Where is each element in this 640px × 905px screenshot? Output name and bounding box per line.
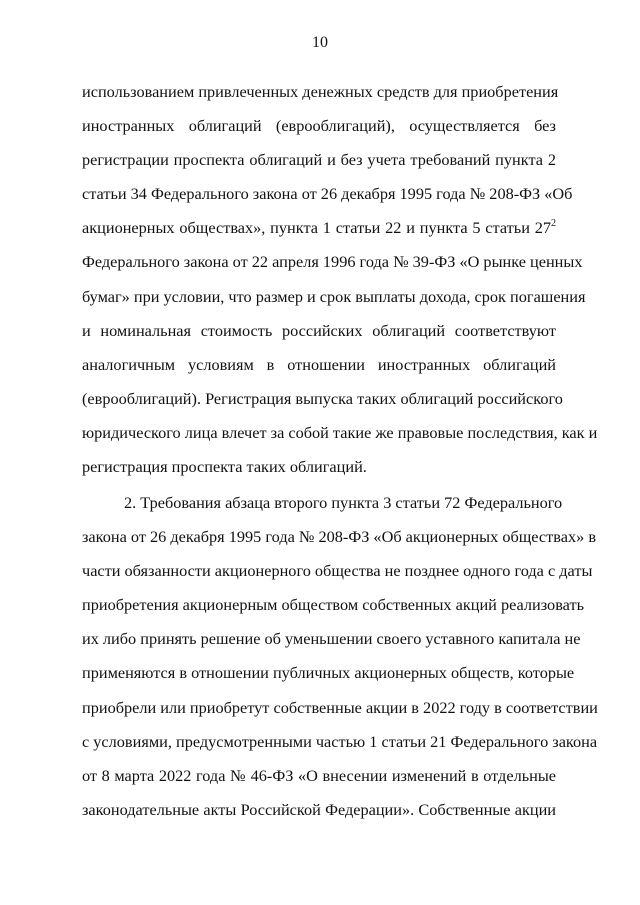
text-line: аналогичным условиям в отношении иностранных облигаций bbox=[82, 354, 556, 374]
text-line: с условиями, предусмотренными частью 1 статьи 21 Федерального закона bbox=[82, 731, 598, 751]
text-line: Федерального закона от 22 апреля 1996 года № 39-ФЗ «О рынке ценных bbox=[82, 252, 583, 272]
text-line: использованием привлеченных денежных средств для приобретения bbox=[82, 82, 559, 101]
text-line: статьи 34 Федерального закона от 26 декабря 1995 года № 208-ФЗ «Об bbox=[82, 184, 573, 204]
text-line-with-superscript bbox=[82, 211, 556, 245]
page-number: 10 bbox=[312, 34, 328, 51]
text-line: регистрации проспекта облигаций и без учета требований пункта 2 bbox=[82, 150, 556, 170]
text-line: законодательные акты Российской Федерации». Собственные акции bbox=[82, 799, 556, 819]
text-line: применяются в отношении публичных акционерных обществ, которые bbox=[82, 663, 575, 683]
text-line: (еврооблигаций). Регистрация выпуска таких облигаций российского bbox=[82, 388, 563, 408]
text-line: и номинальная стоимость российских облигаций соответствуют bbox=[82, 320, 556, 340]
text-line-content: акционерных обществах», пункта 1 статьи 22 и пункта 5 статьи 27 bbox=[82, 218, 551, 238]
superscript: 2 bbox=[551, 218, 556, 230]
text-line: 2. Требования абзаца второго пункта 3 статьи 72 Федерального bbox=[124, 493, 563, 512]
text-line: части обязанности акционерного общества не позднее одного года с даты bbox=[82, 561, 593, 581]
paragraph-1 bbox=[82, 75, 598, 484]
text-line: их либо принять решение об уменьшении своего уставного капитала не bbox=[82, 629, 581, 649]
text-line: регистрация проспекта таких облигаций. bbox=[82, 457, 367, 477]
text-line: закона от 26 декабря 1995 года № 208-ФЗ «Об акционерных обществах» в bbox=[82, 527, 597, 547]
text-line: от 8 марта 2022 года № 46-ФЗ «О внесении изменений в отдельные bbox=[82, 765, 556, 785]
text-line: иностранных облигаций (еврооблигаций), осуществляется без bbox=[82, 116, 556, 136]
text-line: приобретения акционерным обществом собственных акций реализовать bbox=[82, 595, 585, 615]
text-line: приобрели или приобретут собственные акции в 2022 году в соответствии bbox=[82, 697, 598, 717]
text-line: бумаг» при условии, что размер и срок выплаты дохода, срок погашения bbox=[82, 286, 586, 306]
text-line: юридического лица влечет за собой такие же правовые последствия, как и bbox=[82, 422, 598, 442]
paragraph-2 bbox=[82, 486, 598, 827]
